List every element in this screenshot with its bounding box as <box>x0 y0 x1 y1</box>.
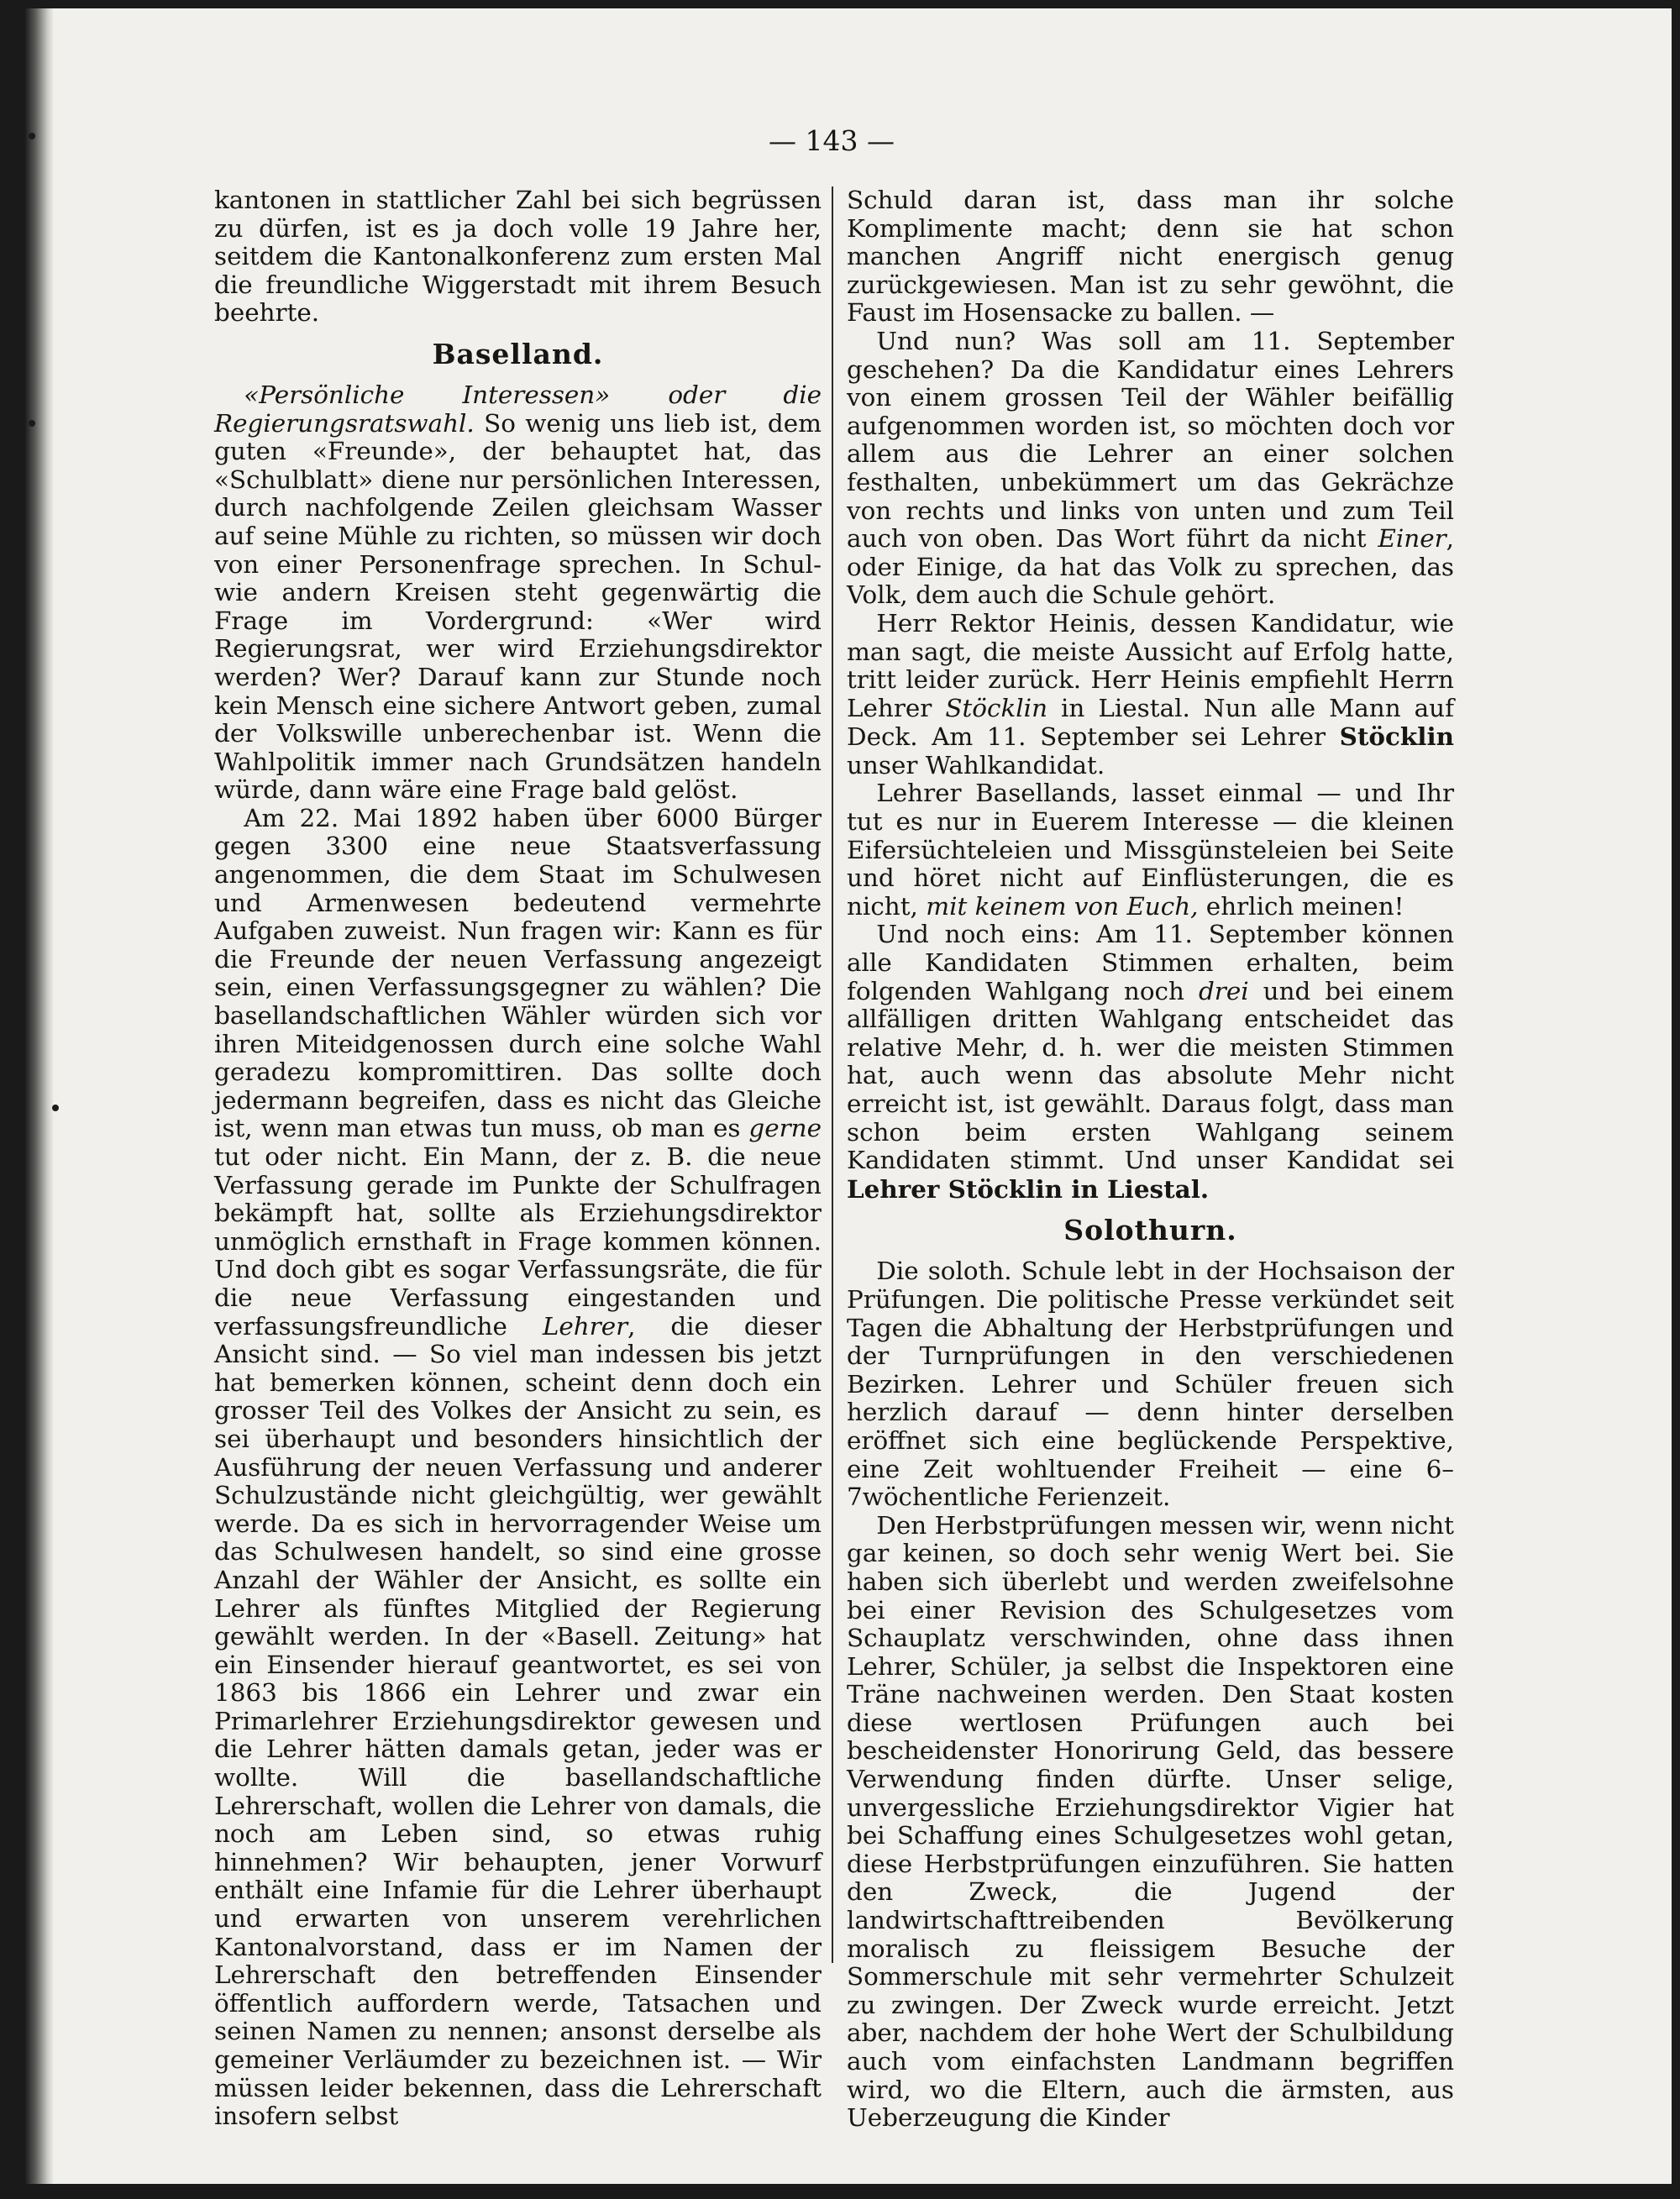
binding-hole-mark <box>29 420 35 427</box>
paragraph <box>214 381 822 805</box>
text-run: Am 22. Mai 1892 haben über 6000 Bürger gegen 3300 eine neue Staatsverfassung angenommen, die dem Staat im Schulwesen und Armenwesen bedeutend vermehrte Aufgaben zuweist. Nun fragen wir: Kann es für die Freunde der neuen Verfassung angezeigt sein, einen Verfassungsgegner zu wählen? Die basellandschaftlichen Wähler würden sich vor ihren Miteidgenossen durch eine solche Wahl geradezu kompromittiren. Das sollte doch jedermann begreifen, dass es nicht das Gleiche ist, wenn man etwas tun muss, ob man es <box>214 803 822 1143</box>
text-run: Herr Rektor Heinis, dessen Kandidatur, wie man sagt, die meiste Aussicht auf Erfolg hatte, tritt leider zurück. Herr Heinis empfiehlt Herrn Lehrer <box>847 608 1454 722</box>
text-run: in Liestal. Nun alle Mann auf Deck. Am 11. September sei Lehrer <box>847 693 1454 752</box>
right-column <box>847 186 1454 2133</box>
left-column <box>214 186 822 2131</box>
text-run: , oder Einige, da hat das Volk zu sprechen, das Volk, dem auch die Schule gehört. <box>847 524 1454 610</box>
section-heading-baselland: Baselland. <box>432 337 604 370</box>
paragraph <box>847 610 1454 780</box>
text-run: tut oder nicht. Ein Mann, der z. B. die neue Verfassung gerade im Punkte der Schulfragen bekämpft hat, sollte als Erziehungsdirektor unmöglich ernsthaft in Frage kommen können. Und doch gibt es sogar Verfassungsräte, die für die neue Verfassung eingestanden und verfassungsfreundliche <box>214 1142 822 1341</box>
paragraph: Schuld daran ist, dass man ihr solche Komplimente macht; denn sie hat schon manchen Angriff nicht energisch genug zurückgewiesen. Man ist zu sehr gewöhnt, die Faust im Hosensacke zu ballen. — <box>847 186 1454 328</box>
strong-text: Stöcklin <box>1339 722 1454 752</box>
page-sheet <box>25 8 1672 2184</box>
text-run: Und nun? Was soll am 11. September geschehen? Da die Kandidatur eines Lehrers von einem grossen Teil der Wähler beifällig aufgenommen worden ist, so möchten doch vor allem aus die Lehrer an einer solchen festhalten, unbekümmert um das Gekrächze von rechts und links von unten und zum Teil auch von oben. Das Wort führt da nicht <box>847 326 1454 554</box>
page-number: — 143 — <box>769 124 895 157</box>
text-run: ehrlich meinen! <box>1198 891 1404 921</box>
binding-hole-mark <box>29 133 35 139</box>
text-run: Lehrer Basellands, lasset einmal — und Ihr tut es nur in Euerem Interesse — die kleinen Eifersüchteleien und Missgünsteleien bei Seite und höret nicht auf Einflüsterungen, die es nicht, <box>847 779 1454 921</box>
emphasis: drei <box>1198 976 1249 1005</box>
emphasis: gerne <box>748 1114 822 1143</box>
paragraph <box>847 779 1454 921</box>
paragraph: Den Herbstprüfungen messen wir, wenn nicht gar keinen, so doch sehr wenig Wert bei. Sie haben sich überlebt und werden zweifelsohne bei einer Revision des Schulgesetzes vom Schauplatz verschwinden, ohne dass ihnen Lehrer, Schüler, ja selbst die Inspektoren eine Träne nachweinen werden. Den Staat kosten diese wertlosen Prüfungen auch bei bescheidenster Honorirung Geld, das bessere Verwendung finden dürfte. Unser selige, unvergessliche Erziehungsdirektor Vigier hat bei Schaffung eines Schulgesetzes wohl getan, diese Herbstprüfungen einzuführen. Sie hatten den Zweck, die Jugend der landwirtschafttreibenden Bevölkerung moralisch zu fleissigem Besuche der Sommerschule mit sehr vermehrter Schulzeit zu zwingen. Der Zweck wurde erreicht. Jetzt aber, nachdem der hohe Wert der Schulbildung auch vom einfachsten Landmann begriffen wird, wo die Eltern, auch die ärmsten, aus Ueberzeugung die Kinder <box>847 1510 1454 2133</box>
text-run: unser Wahlkandidat. <box>847 750 1105 779</box>
section-heading-solothurn: Solothurn. <box>1063 1214 1237 1247</box>
emphasis: mit keinem von Euch, <box>926 891 1199 921</box>
emphasis: Lehrer <box>542 1311 628 1341</box>
book-spine-shadow <box>25 8 54 2184</box>
text-run: Und noch eins: Am 11. September können alle Kandidaten Stimmen erhalten, beim folgenden Wahlgang noch <box>847 920 1454 1005</box>
column-divider <box>832 186 833 1963</box>
paragraph <box>847 328 1454 610</box>
emphasis: Stöcklin <box>945 693 1047 722</box>
emphasis: Einer <box>1378 524 1446 554</box>
text-run: , die dieser Ansicht sind. — So viel man indessen bis jetzt hat bemerken können, scheint denn doch ein grosser Teil des Volkes der Ansicht zu sein, es sei überhaupt und besonders hinsichtlich der Ausführung der neuen Verfassung und anderer Schulzustände nicht gleichgültig, wer gewählt werde. Da es sich in hervorragender Weise um das Schulwesen handelt, so sind eine grosse Anzahl der Wähler der Ansicht, es sollte ein Lehrer als fünftes Mitglied der Regierung gewählt werden. In der «Basell. Zeitung» hat ein Einsender hierauf geantwortet, es sei von 1863 bis 1866 ein Lehrer und zwar ein Primarlehrer Erziehungsdirektor gewesen und die Lehrer hätten damals getan, jeder was er wollte. Will die basellandschaftliche Lehrerschaft, wollen die Lehrer von damals, die noch am Leben sind, so etwas ruhig hinnehmen? Wir behaupten, jener Vorwurf enthält eine Infamie für die Lehrer überhaupt und erwarten von unserem verehrlichen Kantonalvorstand, dass er im Namen der Lehrerschaft den betreffenden Einsender öffentlich auffordern werde, Tatsachen und seinen Namen zu nennen; ansonst derselbe als gemeiner Verläumder zu bezeichnen ist. — Wir müssen leider bekennen, dass die Lehrerschaft insofern selbst <box>214 1311 822 2131</box>
paragraph: Die soloth. Schule lebt in der Hochsaison der Prüfungen. Die politische Presse verkündet seit Tagen die Abhaltung der Herbstprüfungen und der Turnprüfungen in den verschiedenen Bezirken. Lehrer und Schüler freuen sich herzlich darauf — denn hinter derselben eröffnet sich eine beglückende Perspektive, eine Zeit wohltuender Freiheit — eine 6–7wöchentliche Ferienzeit. <box>847 1257 1454 1512</box>
binding-hole-mark <box>52 1105 59 1111</box>
paragraph: kantonen in stattlicher Zahl bei sich begrüssen zu dürfen, ist es ja doch volle 19 Jahre her, seitdem die Kantonalkonferenz zum ersten Mal die freundliche Wiggerstadt mit ihrem Besuch beehrte. <box>214 186 822 328</box>
strong-text: Lehrer Stöcklin in Liestal. <box>847 1173 1210 1204</box>
text-run: So wenig uns lieb ist, dem guten «Freunde», der behauptet hat, das «Schulblatt» diene nur persönlichen Interessen, durch nachfolgende Zeilen gleichsam Wasser auf seine Mühle zu richten, so müssen wir doch von einer Personenfrage sprechen. In Schul- wie andern Kreisen steht gegenwärtig die Frage im Vordergrund: «Wer wird Regierungsrat, wer wird Erziehungsdirektor werden? Wer? Darauf kann zur Stunde noch kein Mensch eine sichere Antwort geben, zumal der Volkswille unberechenbar ist. Wenn die Wahlpolitik immer nach Grundsätzen handeln würde, dann wäre eine Frage bald gelöst. <box>214 408 822 805</box>
article-title: «Persönliche Interessen» oder die Regierungsratswahl. <box>214 380 822 438</box>
paragraph <box>214 805 822 2131</box>
text-run: und bei einem allfälligen dritten Wahlgang entscheidet das relative Mehr, d. h. wer die meisten Stimmen hat, auch wenn das absolute Mehr nicht erreicht ist, ist gewählt. Daraus folgt, dass man schon beim ersten Wahlgang seinem Kandidaten stimmt. Und unser Kandidat sei <box>847 976 1454 1175</box>
paragraph <box>847 921 1454 1204</box>
